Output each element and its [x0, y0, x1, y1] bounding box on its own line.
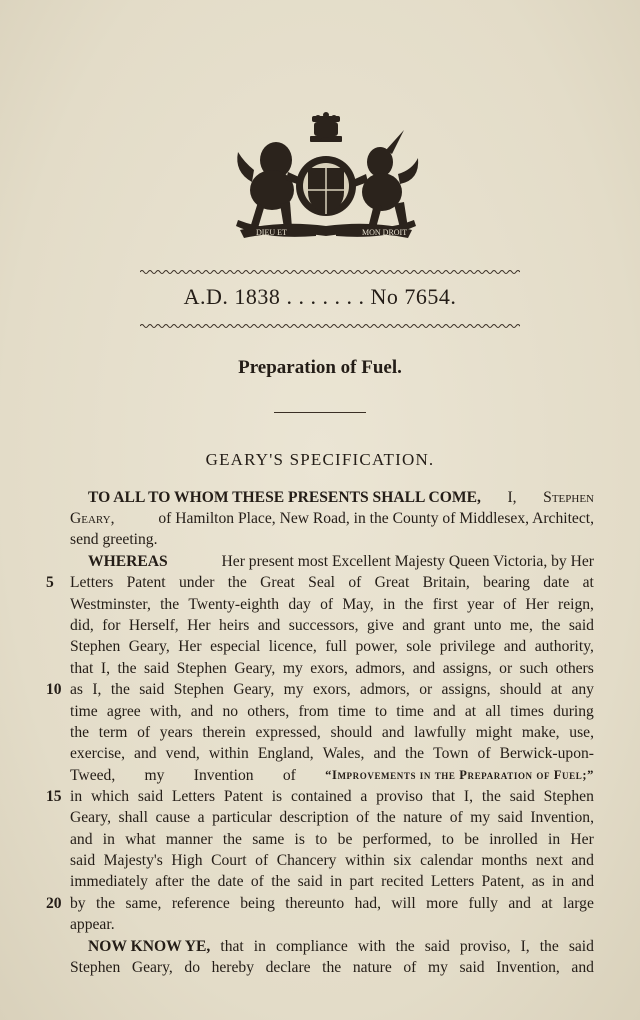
word: full	[325, 638, 347, 655]
word: Patent,	[481, 873, 525, 890]
word: and	[70, 831, 93, 848]
word: as	[70, 681, 83, 698]
word: of	[356, 809, 370, 826]
word: sole	[406, 638, 432, 655]
word: and	[503, 638, 527, 655]
word: Geary,	[234, 660, 276, 677]
word: of	[282, 767, 296, 784]
word: my	[282, 660, 303, 677]
word: TO ALL TO WHOM THESE PRESENTS SHALL COME,	[88, 489, 481, 506]
word: nature	[352, 959, 392, 976]
word: Wales,	[322, 745, 365, 762]
word: and	[402, 617, 425, 634]
word: proviso,	[459, 938, 511, 955]
text-line-23	[70, 957, 594, 978]
word: and	[257, 617, 281, 634]
text-line-10	[70, 679, 594, 700]
word: the	[191, 873, 211, 890]
word: under	[178, 574, 215, 591]
word: a	[360, 788, 368, 805]
word: by	[70, 895, 86, 912]
word: all	[485, 703, 501, 720]
word: manner	[165, 831, 213, 848]
word: times	[510, 703, 544, 720]
word: had,	[354, 895, 381, 912]
word: Great	[260, 574, 295, 591]
word: Berwick-upon-	[499, 745, 594, 762]
word: agree	[106, 703, 141, 720]
word: should	[499, 681, 542, 698]
word: WHEREAS	[88, 553, 168, 570]
word: months	[481, 852, 528, 869]
word: Geary,	[131, 959, 173, 976]
word: others	[555, 660, 594, 677]
word: said	[139, 681, 165, 698]
word: grant	[433, 617, 466, 634]
word: in	[102, 831, 115, 848]
word: more	[426, 895, 459, 912]
word: Westminster,	[70, 596, 151, 613]
text-line-15	[70, 786, 594, 807]
word: such	[519, 660, 549, 677]
word: use,	[569, 724, 594, 741]
text-line-22	[88, 936, 594, 957]
word: in	[330, 873, 343, 890]
word: same	[252, 831, 285, 848]
word: and	[381, 724, 405, 741]
word: Letters	[70, 574, 114, 591]
word: in	[253, 938, 266, 955]
word: my	[427, 959, 448, 976]
royal-coat-of-arms	[228, 112, 424, 242]
word: assigns,	[441, 681, 491, 698]
word: unto	[473, 617, 502, 634]
word: said	[297, 873, 323, 890]
word: nature	[403, 809, 443, 826]
word: date	[217, 873, 244, 890]
text-line-1	[88, 487, 594, 508]
word: Her	[570, 831, 594, 848]
word: exercise,	[70, 745, 125, 762]
word: of Hamilton Place, New Road, in the County of Middlesex, Architect,	[158, 510, 594, 527]
patent-subject: Preparation of Fuel.	[238, 357, 402, 378]
word: and	[571, 959, 594, 976]
word: said	[424, 938, 450, 955]
line-number-20: 20	[46, 895, 62, 912]
word: of	[250, 873, 264, 890]
word: of	[255, 852, 269, 869]
word: the	[404, 596, 424, 613]
line-number-5: 5	[46, 574, 54, 591]
section-divider	[274, 412, 366, 413]
motto-right: MON DROIT	[362, 228, 408, 237]
word: same,	[125, 895, 162, 912]
word: at	[582, 574, 594, 591]
word: Stephen	[176, 660, 227, 677]
word: Twenty-eighth	[188, 596, 280, 613]
word: no	[222, 703, 239, 720]
word: expressed,	[255, 724, 321, 741]
word: said	[509, 788, 535, 805]
word: Stephen	[70, 638, 121, 655]
word: be	[337, 831, 353, 848]
word: description	[279, 809, 349, 826]
word: Geary,	[70, 809, 111, 826]
word: I,	[100, 660, 110, 677]
word: reign,	[558, 596, 594, 613]
word: for	[102, 617, 121, 634]
word: with,	[149, 703, 182, 720]
text-line-21	[70, 914, 594, 935]
word: should	[330, 724, 373, 741]
motto-left: DIEU ET	[256, 228, 287, 237]
word: Great	[374, 574, 410, 591]
word: Stephen	[70, 959, 121, 976]
word: said	[70, 852, 96, 869]
text-line-20	[70, 893, 594, 914]
word: of	[320, 596, 334, 613]
word: declare	[265, 959, 311, 976]
word: the	[160, 596, 180, 613]
word: the	[376, 809, 396, 826]
word: my	[470, 809, 491, 826]
word: said	[568, 938, 594, 955]
word: of	[137, 724, 151, 741]
text-line-7	[70, 615, 594, 636]
word: heirs	[219, 617, 250, 634]
word: thereunto	[285, 895, 345, 912]
word: the	[395, 938, 415, 955]
word: and	[373, 745, 396, 762]
word: performed,	[362, 831, 432, 848]
word: my	[283, 681, 304, 698]
word: calendar	[420, 852, 473, 869]
word: the	[541, 617, 561, 634]
text-line-16	[70, 807, 594, 828]
word: Stephen	[543, 788, 594, 805]
word: Letters	[430, 873, 475, 890]
word: and	[508, 895, 531, 912]
word: licence,	[268, 638, 317, 655]
word: said	[137, 788, 163, 805]
word: at	[550, 681, 563, 698]
word: the	[227, 574, 247, 591]
word: power,	[355, 638, 398, 655]
text-line-17	[70, 829, 594, 850]
word: within	[345, 852, 385, 869]
word: my	[144, 767, 165, 784]
word: Chancery	[276, 852, 337, 869]
word: said	[144, 660, 170, 677]
word: during	[553, 703, 594, 720]
text-line-9	[70, 658, 594, 679]
word: is	[271, 788, 283, 805]
word: inrolled	[489, 831, 538, 848]
text-line-8	[70, 636, 594, 657]
word: being	[240, 895, 275, 912]
word: shall	[118, 809, 148, 826]
heading-dots: . . . . . . .	[286, 284, 365, 309]
word: the	[70, 724, 90, 741]
word: years	[159, 724, 193, 741]
word: Her	[525, 596, 549, 613]
word: Patent	[126, 574, 166, 591]
word: Town	[433, 745, 469, 762]
word: and	[433, 703, 456, 720]
word: in	[552, 873, 565, 890]
word: is	[294, 831, 305, 848]
word: Geary,	[233, 681, 275, 698]
word: “Improvements in the Preparation of Fuel;”	[325, 768, 594, 782]
word: privilege	[439, 638, 496, 655]
word: time	[70, 703, 98, 720]
word: in	[383, 596, 396, 613]
text-line-19	[70, 871, 594, 892]
word: time	[396, 703, 424, 720]
word: with	[357, 938, 386, 955]
word: Her present most Excellent Majesty Queen Victoria, by Her	[221, 553, 594, 570]
bottom-ornamental-rule	[140, 322, 520, 330]
word: the	[96, 895, 116, 912]
word: the	[481, 788, 501, 805]
word: England,	[257, 745, 314, 762]
word: and	[134, 745, 157, 762]
specification-title: GEARY'S SPECIFICATION.	[205, 450, 435, 469]
word: be	[464, 831, 479, 848]
word: and	[571, 873, 594, 890]
word: make,	[521, 724, 560, 741]
patent-heading	[0, 284, 640, 310]
word: what	[125, 831, 156, 848]
word: and	[571, 852, 594, 869]
text-line-18	[70, 850, 594, 871]
text-line-13	[70, 743, 594, 764]
word: Court	[211, 852, 247, 869]
word: do	[184, 959, 200, 976]
word: Herself,	[128, 617, 179, 634]
word: I,	[507, 489, 517, 506]
word: the	[405, 745, 425, 762]
word: therein	[202, 724, 246, 741]
word: first	[432, 596, 458, 613]
word: reference	[171, 895, 230, 912]
word: to	[374, 703, 388, 720]
text-line-12	[70, 722, 594, 743]
word: might	[475, 724, 513, 741]
text-line-14	[70, 765, 594, 786]
word: date	[543, 574, 570, 591]
word: that	[431, 788, 456, 805]
word: I,	[92, 681, 102, 698]
word: assigns,	[442, 660, 492, 677]
word: next	[535, 852, 563, 869]
word: admors,	[355, 660, 406, 677]
word: said	[568, 617, 594, 634]
word: the	[322, 959, 342, 976]
word: High	[171, 852, 203, 869]
word: Geary,	[128, 638, 170, 655]
word: authority,	[534, 638, 594, 655]
word: term	[98, 724, 128, 741]
word: year	[467, 596, 494, 613]
text-line-11	[70, 701, 594, 722]
word: that	[70, 660, 94, 677]
word: recited	[381, 873, 424, 890]
word: said	[459, 959, 485, 976]
word: Her	[178, 638, 202, 655]
word: exors,	[312, 681, 351, 698]
word: in	[70, 788, 83, 805]
word: to	[315, 831, 328, 848]
word: and	[412, 660, 436, 677]
word: contained	[290, 788, 352, 805]
word: Stephen	[543, 489, 594, 506]
word: May,	[342, 596, 374, 613]
word: a	[197, 809, 205, 826]
word: send greeting.	[70, 531, 158, 548]
word: me,	[509, 617, 533, 634]
text-line-4	[88, 551, 594, 572]
word: or	[419, 681, 433, 698]
word: I,	[520, 938, 530, 955]
line-number-15: 15	[46, 788, 62, 805]
word: others,	[247, 703, 290, 720]
word: especial	[210, 638, 261, 655]
word: the	[271, 873, 291, 890]
word: appear.	[70, 916, 115, 933]
word: any	[571, 681, 594, 698]
word: Patent	[223, 788, 263, 805]
word: of	[503, 596, 517, 613]
word: Tweed,	[70, 767, 116, 784]
word: day	[288, 596, 311, 613]
word: large	[562, 895, 594, 912]
word: Stephen	[173, 681, 224, 698]
word: I,	[463, 788, 473, 805]
word: exors,	[310, 660, 348, 677]
word: did,	[70, 617, 94, 634]
word: compliance	[275, 938, 348, 955]
word: from	[298, 703, 329, 720]
word: proviso	[376, 788, 423, 805]
word: Letters	[171, 788, 216, 805]
word: successors,	[288, 617, 359, 634]
text-line-5	[70, 572, 594, 593]
word: after	[155, 873, 184, 890]
line-number-10: 10	[46, 681, 62, 698]
word: which	[90, 788, 130, 805]
word: Majesty's	[103, 852, 163, 869]
patent-number: No 7654.	[370, 284, 457, 309]
word: cause	[155, 809, 191, 826]
word: part	[349, 873, 374, 890]
word: Invention	[193, 767, 254, 784]
word: of	[477, 745, 491, 762]
word: in	[547, 831, 561, 848]
word: Seal	[308, 574, 335, 591]
word: that	[220, 938, 244, 955]
word: at	[541, 895, 553, 912]
word: to	[441, 831, 454, 848]
word: Geary,	[70, 510, 115, 527]
text-line-6	[70, 594, 594, 615]
word: six	[393, 852, 412, 869]
word: or	[499, 660, 513, 677]
word: hereby	[211, 959, 254, 976]
word: Invention,	[496, 959, 560, 976]
word: of	[348, 574, 362, 591]
word: of	[403, 959, 417, 976]
word: Her	[187, 617, 211, 634]
word: of	[449, 809, 463, 826]
word: said	[497, 809, 523, 826]
word: admors,	[360, 681, 410, 698]
word: vend,	[165, 745, 200, 762]
word: time	[337, 703, 366, 720]
word: the	[117, 660, 137, 677]
text-line-3	[70, 529, 594, 550]
word: NOW KNOW YE,	[88, 938, 211, 955]
word: within	[208, 745, 249, 762]
word: as	[531, 873, 545, 890]
word: will	[391, 895, 416, 912]
word: the	[539, 938, 559, 955]
text-line-2	[70, 508, 594, 529]
word: bearing	[483, 574, 530, 591]
word: the	[110, 681, 130, 698]
word: and	[190, 703, 214, 720]
word: at	[464, 703, 477, 720]
word: the	[222, 831, 242, 848]
top-ornamental-rule	[140, 268, 520, 276]
word: lawfully	[414, 724, 467, 741]
patent-year: A.D. 1838	[183, 284, 281, 309]
word: Invention,	[530, 809, 594, 826]
word: give	[366, 617, 394, 634]
word: immediately	[70, 873, 148, 890]
word: Britain,	[422, 574, 470, 591]
word: fully	[468, 895, 498, 912]
word: particular	[212, 809, 272, 826]
